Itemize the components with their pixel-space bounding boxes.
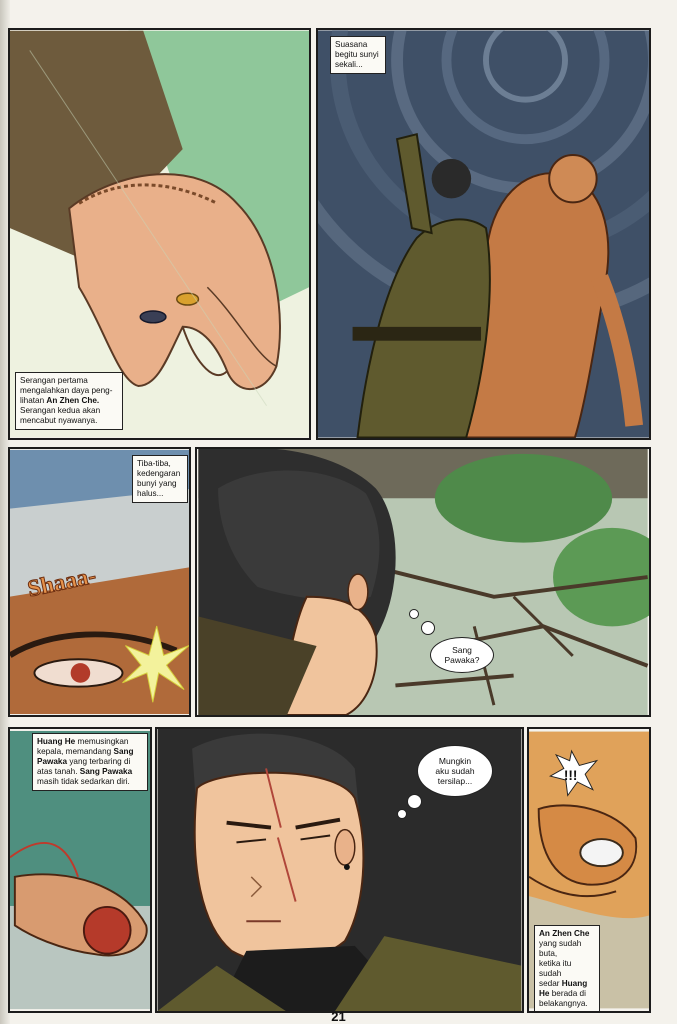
panel-sang-pawaka [8, 727, 152, 1013]
panel-an-zhen-che-eye [527, 727, 651, 1013]
thought-bubble-mistaken: Mungkin aku sudah tersilap... [417, 745, 493, 797]
caption-an-zhen-che-aware: An Zhen Che yang sudah buta, ketika itu sudah sedar Huang He berada di belakangnya. [534, 925, 600, 1013]
cracked-ground-illustration [197, 449, 649, 715]
caption-first-attack: Serangan pertama mengalahkan daya peng- lihatan An Zhen Che. Serangan kedua akan mencabut nyawanya. [15, 372, 123, 430]
sfx-shaaa: Shaaa- [25, 562, 99, 603]
exclamation-marks: !!! [563, 768, 578, 783]
panel-eye-sfx [8, 447, 191, 717]
panel-cracked-ground [195, 447, 651, 717]
caption-suddenly: Tiba-tiba, kedengaran bunyi yang halus... [132, 455, 188, 503]
caption-huang-he-turns: Huang He memusingkan kepala, memandang Sang Pawaka yang terbaring di atas tanah. Sang Pawaka masih tidak sedarkan diri. [32, 733, 148, 791]
speech-bubble-sang-pawaka: Sang Pawaka? [430, 637, 494, 673]
panel-swirl-sky [316, 28, 651, 440]
panel-hand [8, 28, 311, 440]
swirl-sky-illustration [318, 30, 649, 438]
thought-dot-small [397, 809, 407, 819]
thought-dot-medium [407, 794, 422, 809]
caption-quiet: Suasana begitu sunyi sekali... [330, 36, 386, 74]
thought-dot-small [409, 609, 419, 619]
thought-dot-medium [421, 621, 435, 635]
page-number: 21 [331, 1009, 346, 1024]
panel-huang-he-face [155, 727, 524, 1013]
